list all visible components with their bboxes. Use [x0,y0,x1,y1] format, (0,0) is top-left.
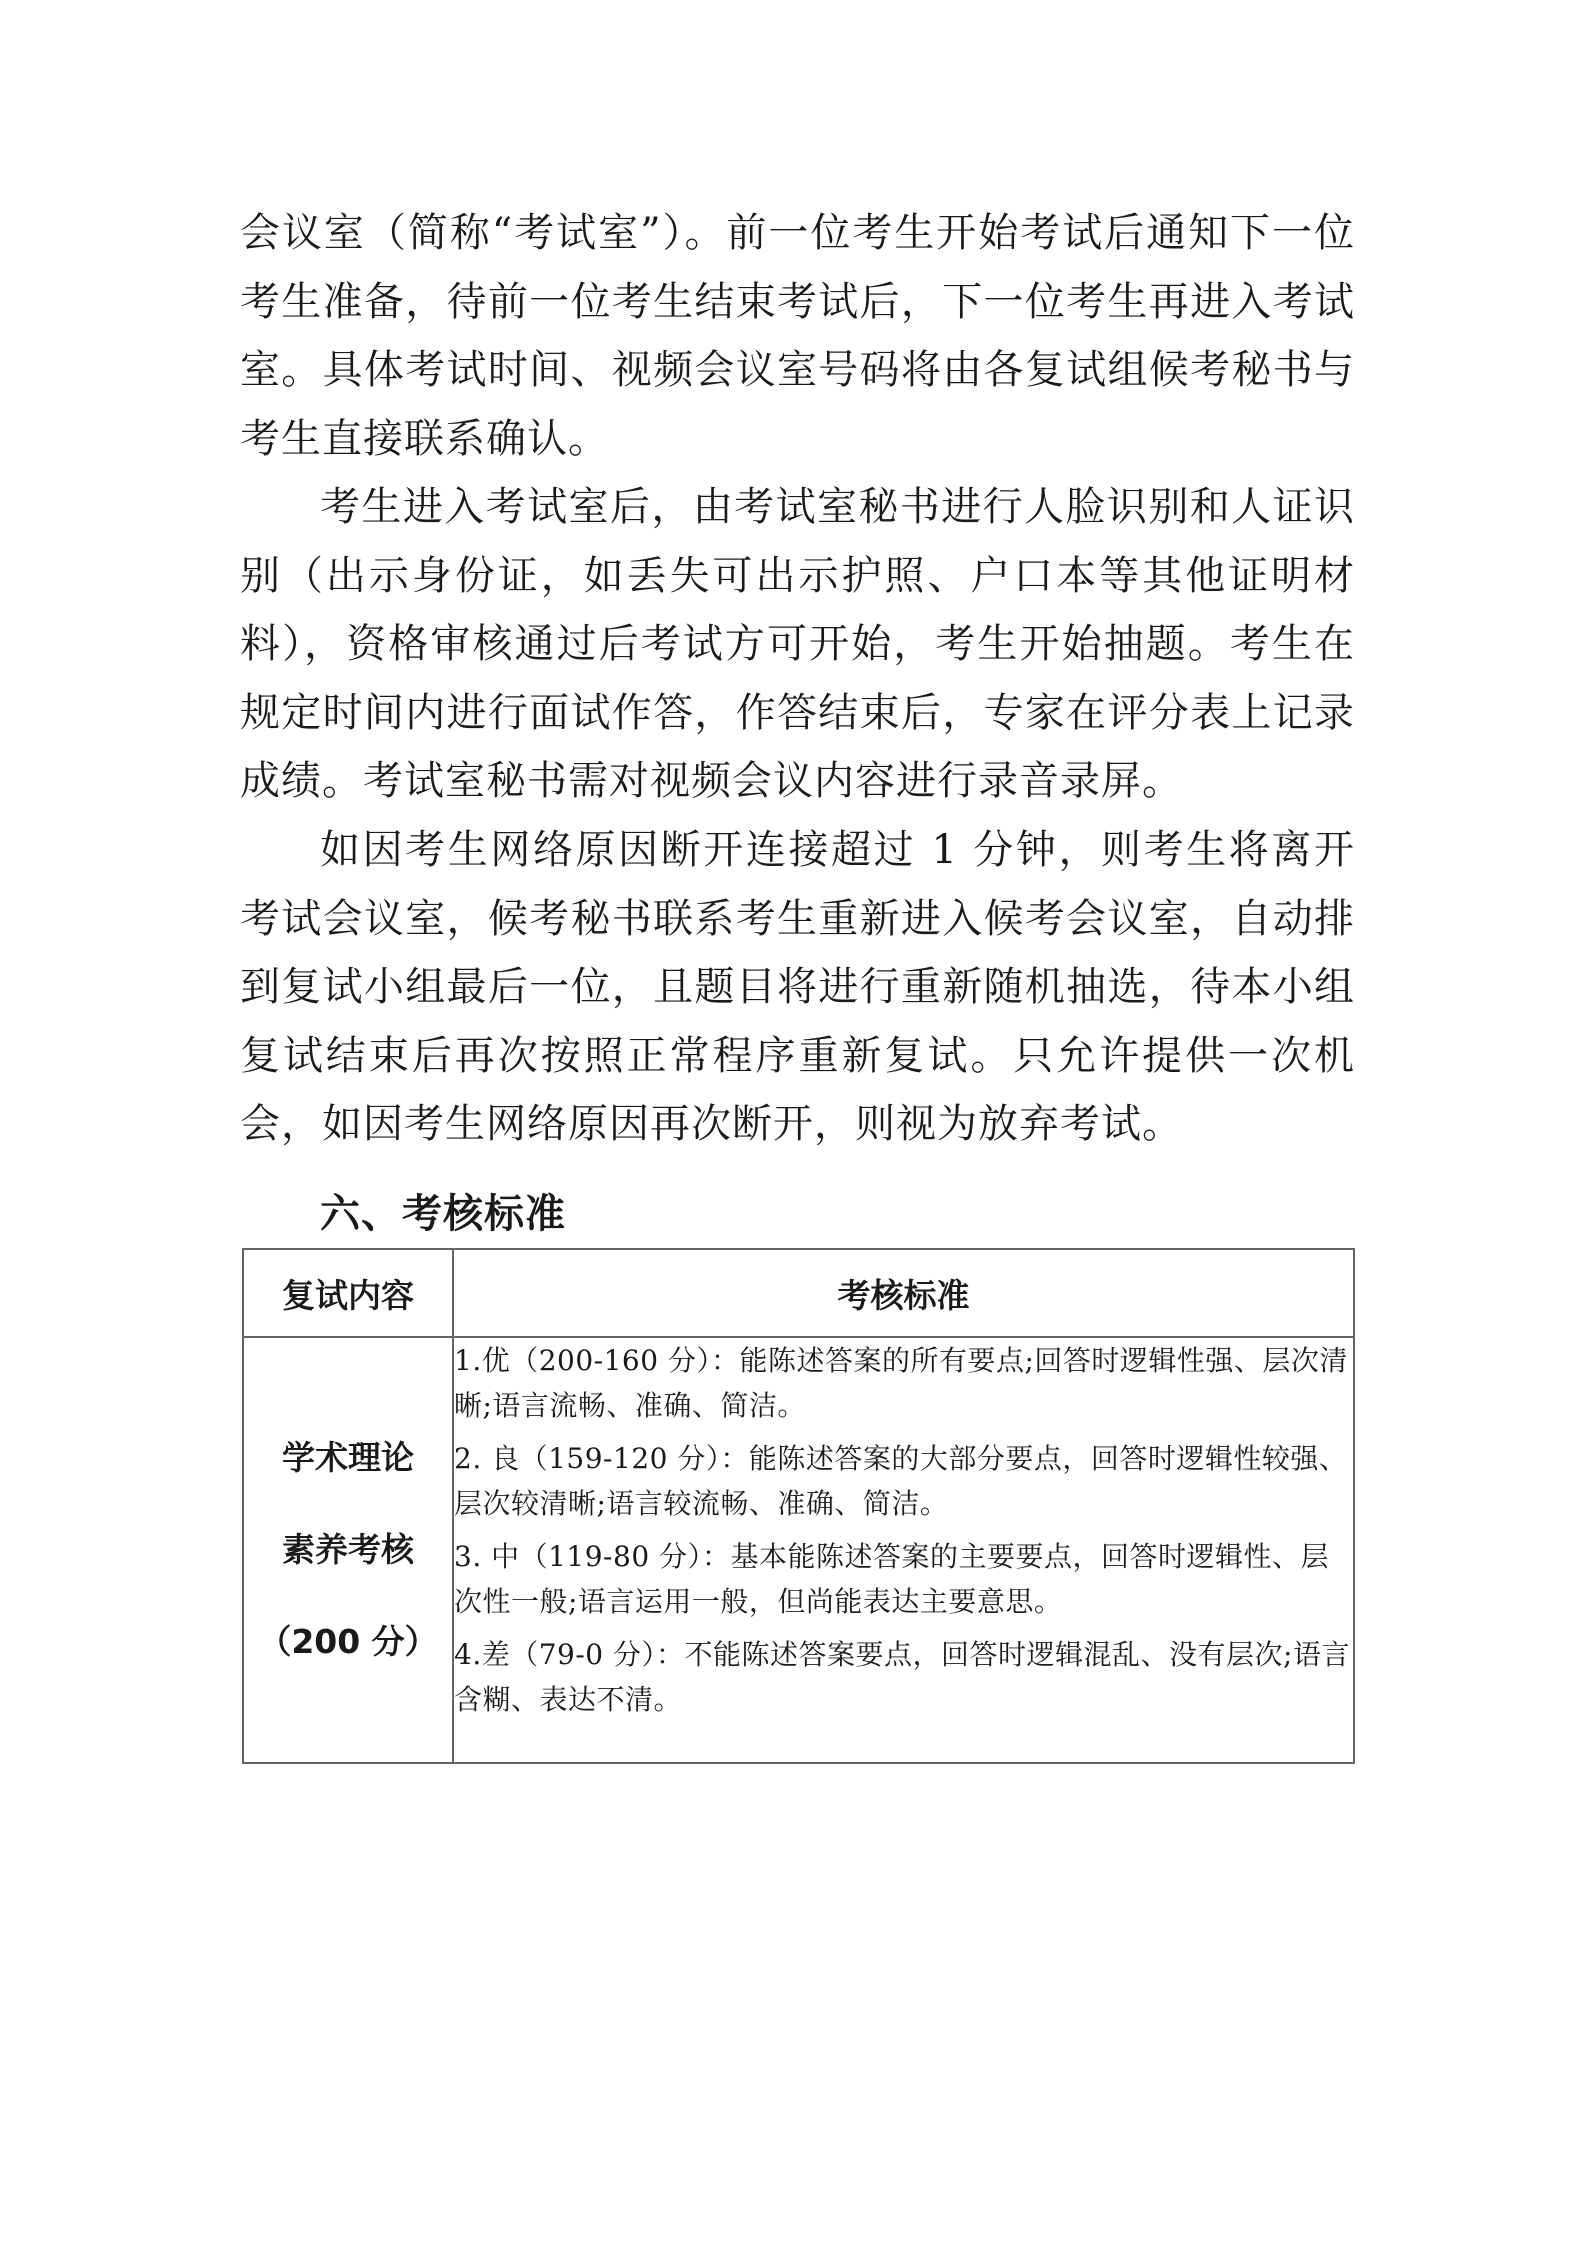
assessment-criteria-table [242,1248,1355,1764]
standards-cell [453,1337,1354,1763]
body-paragraph: 如因考生网络原因断开连接超过 1 分钟，则考生将离开考试会议室，候考秘书联系考生重新进入候考会议室，自动排到复试小组最后一位，且题目将进行重新随机抽选，待本小组复试结束后再次按照正常程序重新复试。只允许提供一次机会，如因考生网络原因再次断开，则视为放弃考试。 [240,827,1355,1147]
criterion-good: 2. 良（159-120 分）：能陈述答案的大部分要点，回答时逻辑性较强、层次较清晰;语言较流畅、准确、简洁。 [454,1442,1348,1520]
exam-content-line: 学术理论 [282,1438,414,1477]
criterion-poor: 4.差（79-0 分）：不能陈述答案要点，回答时逻辑混乱、没有层次;语言含糊、表达不清。 [454,1638,1350,1716]
body-paragraph: 考生进入考试室后，由考试室秘书进行人脸识别和人证识别（出示身份证，如丢失可出示护照、户口本等其他证明材料），资格审核通过后考试方可开始，考生开始抽题。考生在规定时间内进行面试作答，作答结束后，专家在评分表上记录成绩。考试室秘书需对视频会议内容进行录音录屏。 [240,484,1355,804]
exam-content-line: 素养考核 [282,1530,414,1569]
section-heading: 六、考核标准 [320,1190,566,1237]
criterion-average: 3. 中（119-80 分）：基本能陈述答案的主要要点，回答时逻辑性、层次性一般;语言运用一般，但尚能表达主要意思。 [454,1540,1330,1618]
exam-content-line: （200 分） [258,1622,438,1661]
column-header-content: 复试内容 [243,1249,453,1337]
table-row [243,1337,1354,1763]
criterion-excellent: 1.优（200-160 分）：能陈述答案的所有要点;回答时逻辑性强、层次清晰;语言流畅、准确、简洁。 [454,1344,1348,1422]
body-paragraph: 会议室（简称“考试室”）。前一位考生开始考试后通知下一位考生准备，待前一位考生结束考试后，下一位考生再进入考试室。具体考试时间、视频会议室号码将由各复试组候考秘书与考生直接联系确认。 [240,210,1355,462]
table-header-row [243,1249,1354,1337]
exam-content-cell [243,1337,453,1763]
column-header-standard: 考核标准 [453,1249,1354,1337]
